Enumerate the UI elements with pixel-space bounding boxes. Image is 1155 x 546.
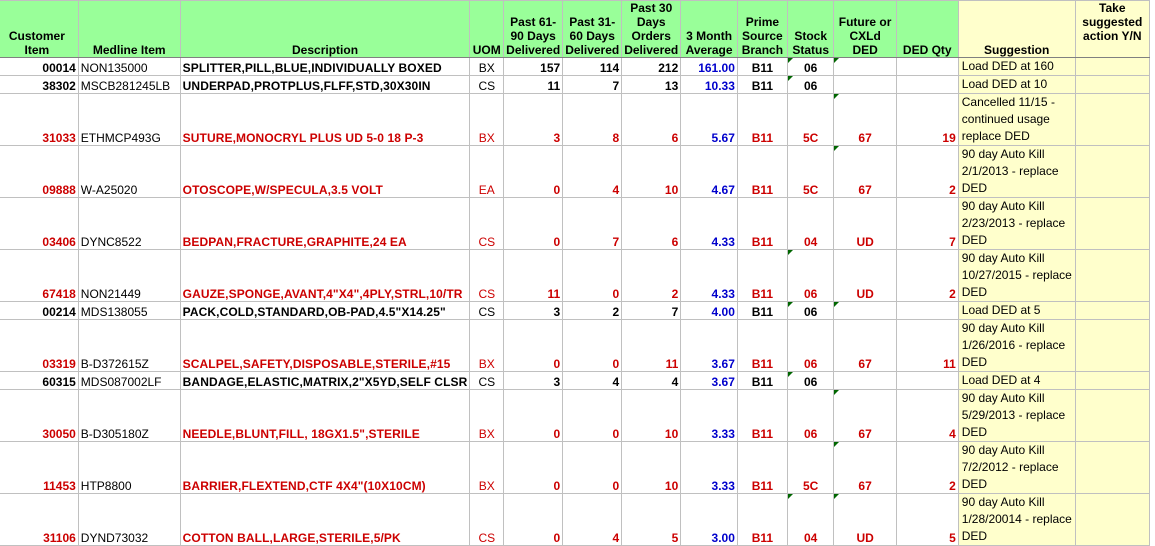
cell-ded-qty[interactable] [896,76,958,94]
cell-3-month-average[interactable]: 4.00 [681,302,738,320]
cell-past-61-90[interactable]: 0 [504,198,563,250]
cell-take-action[interactable] [1075,76,1149,94]
cell-prime-source-branch[interactable]: B11 [737,198,787,250]
cell-uom[interactable]: BX [470,390,504,442]
header-future-cxld-ded[interactable]: Future or CXLd DED [834,1,896,58]
cell-description[interactable]: UNDERPAD,PROTPLUS,FLFF,STD,30X30IN [180,76,470,94]
cell-future-cxld-ded[interactable] [834,198,896,250]
stock-status-value: 06 [803,357,818,371]
cell-uom[interactable]: EA [470,146,504,198]
cell-3-month-average[interactable]: 3.67 [681,320,738,372]
cell-description[interactable]: COTTON BALL,LARGE,STERILE,5/PK [180,494,470,546]
table-row [0,94,1150,146]
cell-3-month-average[interactable]: 5.67 [681,94,738,146]
cell-ded-qty[interactable]: 2 [896,146,958,198]
cell-suggestion[interactable]: Load DED at 4 [958,372,1075,390]
cell-take-action[interactable] [1075,302,1149,320]
cell-uom[interactable]: CS [470,76,504,94]
cell-prime-source-branch[interactable]: B11 [737,94,787,146]
cell-stock-status[interactable] [787,146,834,198]
cell-past-30[interactable]: 10 [622,442,681,494]
cell-uom[interactable]: CS [470,198,504,250]
cell-medline-item[interactable]: DYND73032 [78,494,180,546]
header-stock-status[interactable]: Stock Status [787,1,834,58]
header-customer-item[interactable]: Customer Item [0,1,78,58]
cell-stock-status[interactable] [787,442,834,494]
cell-prime-source-branch[interactable]: B11 [737,320,787,372]
comment-indicator-icon [788,76,793,81]
cell-customer-item[interactable]: 00014 [0,58,78,76]
cell-future-cxld-ded[interactable] [834,372,896,390]
cell-description[interactable]: NEEDLE,BLUNT,FILL, 18GX1.5",STERILE [180,390,470,442]
cell-description[interactable]: OTOSCOPE,W/SPECULA,3.5 VOLT [180,146,470,198]
comment-indicator-icon [834,390,839,395]
stock-status-value: 04 [803,531,818,545]
cell-stock-status[interactable] [787,198,834,250]
cell-past-61-90[interactable]: 0 [504,320,563,372]
future-cxld-value: 67 [858,183,872,197]
cell-medline-item[interactable]: NON21449 [78,250,180,302]
header-past-30[interactable]: Past 30 Days Orders Delivered [622,1,681,58]
future-cxld-value: 67 [858,427,872,441]
cell-suggestion[interactable]: 90 day Auto Kill 1/28/20014 - replace DED [958,494,1075,546]
cell-take-action[interactable] [1075,198,1149,250]
cell-customer-item[interactable]: 31106 [0,494,78,546]
cell-stock-status[interactable] [787,494,834,546]
cell-past-61-90[interactable]: 11 [504,250,563,302]
table-row [0,442,1150,494]
cell-customer-item[interactable]: 03406 [0,198,78,250]
cell-past-31-60[interactable]: 7 [563,198,622,250]
stock-status-value: 06 [803,79,818,93]
table-row [0,302,1150,320]
cell-stock-status[interactable] [787,76,834,94]
cell-prime-source-branch[interactable]: B11 [737,76,787,94]
cell-past-30[interactable]: 212 [622,58,681,76]
cell-past-31-60[interactable]: 7 [563,76,622,94]
cell-future-cxld-ded[interactable] [834,250,896,302]
cell-suggestion[interactable]: 90 day Auto Kill 2/23/2013 - replace DED [958,198,1075,250]
cell-uom[interactable]: CS [470,250,504,302]
header-past-31-60[interactable]: Past 31-60 Days Delivered [563,1,622,58]
cell-stock-status[interactable] [787,320,834,372]
cell-customer-item[interactable]: 11453 [0,442,78,494]
cell-medline-item[interactable]: ETHMCP493G [78,94,180,146]
cell-medline-item[interactable]: B-D305180Z [78,390,180,442]
cell-prime-source-branch[interactable]: B11 [737,442,787,494]
cell-past-61-90[interactable]: 3 [504,302,563,320]
cell-3-month-average[interactable]: 4.33 [681,250,738,302]
cell-uom[interactable]: BX [470,320,504,372]
cell-take-action[interactable] [1075,442,1149,494]
cell-customer-item[interactable]: 09888 [0,146,78,198]
header-3-month-average[interactable]: 3 Month Average [681,1,738,58]
stock-status-value: 06 [803,287,818,301]
cell-prime-source-branch[interactable]: B11 [737,494,787,546]
header-uom[interactable]: UOM [470,1,504,58]
cell-past-61-90[interactable]: 0 [504,494,563,546]
cell-take-action[interactable] [1075,58,1149,76]
cell-prime-source-branch[interactable]: B11 [737,146,787,198]
table-row [0,320,1150,372]
future-cxld-value: UD [856,235,874,249]
cell-past-30[interactable]: 6 [622,94,681,146]
comment-indicator-icon [788,58,793,63]
cell-suggestion[interactable]: Load DED at 10 [958,76,1075,94]
table-row [0,76,1150,94]
cell-3-month-average[interactable]: 3.67 [681,372,738,390]
cell-ded-qty[interactable]: 7 [896,198,958,250]
cell-past-31-60[interactable]: 4 [563,372,622,390]
cell-past-61-90[interactable]: 0 [504,442,563,494]
comment-indicator-icon [834,494,839,499]
cell-medline-item[interactable]: B-D372615Z [78,320,180,372]
cell-3-month-average[interactable]: 3.00 [681,494,738,546]
cell-3-month-average[interactable]: 3.33 [681,442,738,494]
cell-description[interactable]: BANDAGE,ELASTIC,MATRIX,2"X5YD,SELF CLSR [180,372,470,390]
cell-ded-qty[interactable]: 5 [896,494,958,546]
cell-future-cxld-ded[interactable] [834,94,896,146]
cell-medline-item[interactable]: W-A25020 [78,146,180,198]
cell-prime-source-branch[interactable]: B11 [737,372,787,390]
cell-future-cxld-ded[interactable] [834,494,896,546]
cell-stock-status[interactable] [787,390,834,442]
cell-uom[interactable]: BX [470,58,504,76]
future-cxld-value: UD [856,287,874,301]
cell-past-61-90[interactable]: 0 [504,390,563,442]
table-row [0,198,1150,250]
cell-past-30[interactable]: 11 [622,320,681,372]
cell-suggestion[interactable]: 90 day Auto Kill 1/26/2016 - replace DED [958,320,1075,372]
cell-past-61-90[interactable]: 0 [504,146,563,198]
cell-take-action[interactable] [1075,320,1149,372]
table-row [0,250,1150,302]
stock-status-value: 06 [803,427,818,441]
cell-stock-status[interactable] [787,58,834,76]
cell-ded-qty[interactable] [896,302,958,320]
table-row [0,372,1150,390]
cell-3-month-average[interactable]: 3.33 [681,390,738,442]
cell-past-30[interactable]: 2 [622,250,681,302]
cell-3-month-average[interactable]: 4.33 [681,198,738,250]
header-description[interactable]: Description [180,1,470,58]
cell-ded-qty[interactable]: 4 [896,390,958,442]
comment-indicator-icon [788,494,793,499]
cell-past-61-90[interactable]: 157 [504,58,563,76]
cell-uom[interactable]: BX [470,442,504,494]
header-ded-qty[interactable]: DED Qty [896,1,958,58]
header-row [0,1,1150,58]
header-suggestion[interactable]: Suggestion [958,1,1075,58]
cell-ded-qty[interactable]: 2 [896,442,958,494]
cell-medline-item[interactable]: MDS087002LF [78,372,180,390]
cell-3-month-average[interactable]: 161.00 [681,58,738,76]
cell-ded-qty[interactable]: 2 [896,250,958,302]
header-medline-item[interactable]: Medline Item [78,1,180,58]
cell-description[interactable]: BARRIER,FLEXTEND,CTF 4X4"(10X10CM) [180,442,470,494]
cell-past-30[interactable]: 5 [622,494,681,546]
cell-past-30[interactable]: 6 [622,198,681,250]
cell-description[interactable]: SPLITTER,PILL,BLUE,INDIVIDUALLY BOXED [180,58,470,76]
cell-future-cxld-ded[interactable] [834,146,896,198]
cell-description[interactable]: PACK,COLD,STANDARD,OB-PAD,4.5"X14.25" [180,302,470,320]
cell-stock-status[interactable] [787,250,834,302]
comment-indicator-icon [834,146,839,151]
comment-indicator-icon [788,302,793,307]
cell-suggestion[interactable]: 90 day Auto Kill 5/29/2013 - replace DED [958,390,1075,442]
cell-future-cxld-ded[interactable] [834,390,896,442]
comment-indicator-icon [834,58,839,63]
cell-future-cxld-ded[interactable] [834,320,896,372]
table-row [0,494,1150,546]
cell-suggestion[interactable]: 90 day Auto Kill 10/27/2015 - replace DED [958,250,1075,302]
cell-ded-qty[interactable]: 19 [896,94,958,146]
cell-past-31-60[interactable]: 0 [563,320,622,372]
cell-past-61-90[interactable]: 3 [504,94,563,146]
cell-description[interactable]: SCALPEL,SAFETY,DISPOSABLE,STERILE,#15 [180,320,470,372]
cell-suggestion[interactable]: Load DED at 160 [958,58,1075,76]
cell-ded-qty[interactable]: 11 [896,320,958,372]
cell-medline-item[interactable]: NON135000 [78,58,180,76]
cell-take-action[interactable] [1075,372,1149,390]
cell-past-30[interactable]: 13 [622,76,681,94]
future-cxld-value: UD [856,531,874,545]
cell-take-action[interactable] [1075,494,1149,546]
cell-future-cxld-ded[interactable] [834,76,896,94]
cell-stock-status[interactable] [787,302,834,320]
comment-indicator-icon [788,372,793,377]
stock-status-value: 06 [803,61,818,75]
cell-medline-item[interactable]: MSCB281245LB [78,76,180,94]
stock-status-value: 06 [803,375,818,389]
cell-prime-source-branch[interactable]: B11 [737,250,787,302]
cell-take-action[interactable] [1075,250,1149,302]
future-cxld-value: 67 [858,357,872,371]
cell-medline-item[interactable]: DYNC8522 [78,198,180,250]
stock-status-value: 06 [803,305,818,319]
cell-customer-item[interactable]: 00214 [0,302,78,320]
cell-3-month-average[interactable]: 10.33 [681,76,738,94]
comment-indicator-icon [834,442,839,447]
header-prime-source-branch[interactable]: Prime Source Branch [737,1,787,58]
cell-past-61-90[interactable]: 3 [504,372,563,390]
header-take-action[interactable]: Take suggested action Y/N [1075,1,1149,58]
future-cxld-value: 67 [858,479,872,493]
cell-description[interactable]: GAUZE,SPONGE,AVANT,4"X4",4PLY,STRL,10/TR [180,250,470,302]
cell-past-31-60[interactable]: 2 [563,302,622,320]
cell-past-31-60[interactable]: 4 [563,494,622,546]
future-cxld-value: 67 [858,131,872,145]
comment-indicator-icon [834,94,839,99]
cell-prime-source-branch[interactable]: B11 [737,58,787,76]
cell-customer-item[interactable]: 30050 [0,390,78,442]
cell-customer-item[interactable]: 38302 [0,76,78,94]
cell-customer-item[interactable]: 60315 [0,372,78,390]
stock-status-value: 5C [802,183,819,197]
cell-past-30[interactable]: 4 [622,372,681,390]
cell-past-31-60[interactable]: 8 [563,94,622,146]
comment-indicator-icon [788,250,793,255]
cell-customer-item[interactable]: 03319 [0,320,78,372]
header-past-61-90[interactable]: Past 61-90 Days Delivered [504,1,563,58]
cell-stock-status[interactable] [787,94,834,146]
table-row [0,58,1150,76]
cell-3-month-average[interactable]: 4.67 [681,146,738,198]
cell-medline-item[interactable]: HTP8800 [78,442,180,494]
cell-past-31-60[interactable]: 0 [563,250,622,302]
cell-past-31-60[interactable]: 0 [563,390,622,442]
cell-ded-qty[interactable] [896,58,958,76]
cell-past-30[interactable]: 10 [622,390,681,442]
cell-suggestion[interactable]: 90 day Auto Kill 2/1/2013 - replace DED [958,146,1075,198]
table-row [0,390,1150,442]
cell-medline-item[interactable]: MDS138055 [78,302,180,320]
cell-future-cxld-ded[interactable] [834,442,896,494]
cell-description[interactable]: SUTURE,MONOCRYL PLUS UD 5-0 18 P-3 [180,94,470,146]
cell-customer-item[interactable]: 31033 [0,94,78,146]
stock-status-value: 5C [802,479,819,493]
cell-customer-item[interactable]: 67418 [0,250,78,302]
cell-uom[interactable]: CS [470,372,504,390]
cell-prime-source-branch[interactable]: B11 [737,302,787,320]
cell-past-31-60[interactable]: 4 [563,146,622,198]
cell-take-action[interactable] [1075,390,1149,442]
cell-past-31-60[interactable]: 114 [563,58,622,76]
stock-status-value: 5C [802,131,819,145]
cell-description[interactable]: BEDPAN,FRACTURE,GRAPHITE,24 EA [180,198,470,250]
cell-stock-status[interactable] [787,372,834,390]
cell-uom[interactable]: BX [470,94,504,146]
cell-uom[interactable]: CS [470,302,504,320]
cell-future-cxld-ded[interactable] [834,302,896,320]
cell-uom[interactable]: CS [470,494,504,546]
cell-take-action[interactable] [1075,146,1149,198]
cell-past-61-90[interactable]: 11 [504,76,563,94]
cell-prime-source-branch[interactable]: B11 [737,390,787,442]
cell-past-30[interactable]: 10 [622,146,681,198]
cell-past-30[interactable]: 7 [622,302,681,320]
cell-ded-qty[interactable] [896,372,958,390]
stock-status-value: 04 [803,235,818,249]
cell-suggestion[interactable]: 90 day Auto Kill 7/2/2012 - replace DED [958,442,1075,494]
cell-suggestion[interactable]: Cancelled 11/15 - continued usage replace DED [958,94,1075,146]
comment-indicator-icon [834,302,839,307]
cell-take-action[interactable] [1075,94,1149,146]
cell-future-cxld-ded[interactable] [834,58,896,76]
table-row [0,146,1150,198]
cell-suggestion[interactable]: Load DED at 5 [958,302,1075,320]
cell-past-31-60[interactable]: 0 [563,442,622,494]
